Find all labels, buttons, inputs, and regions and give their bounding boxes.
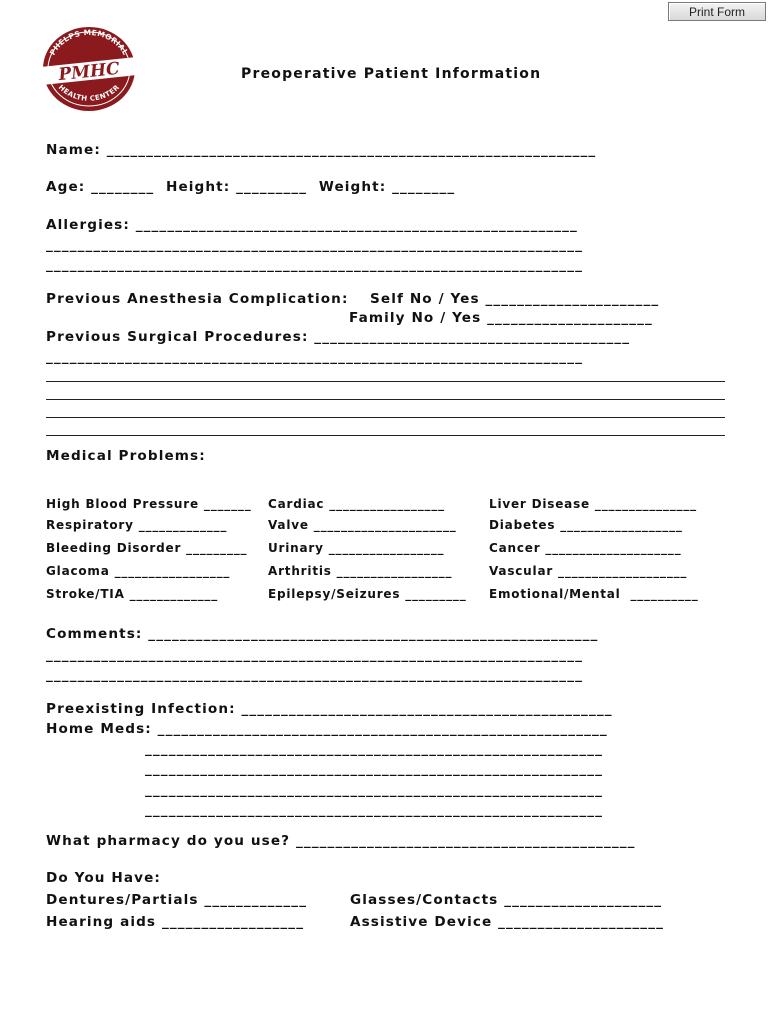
previous-anesthesia-label: Previous Anesthesia Complication: (46, 291, 349, 307)
dentures-partials-field[interactable]: Dentures/Partials _____________ (46, 892, 308, 908)
medical-item-arthritis[interactable]: Arthritis _________________ (268, 564, 453, 578)
medical-item-diabetes[interactable]: Diabetes __________________ (489, 518, 683, 532)
allergies-line[interactable]: ____________________________________________________________________ (46, 237, 583, 253)
comments-field[interactable]: Comments: _________________________________________________________ (46, 626, 599, 642)
allergies-line[interactable]: ____________________________________________________________________ (46, 257, 583, 273)
comments-line[interactable]: ____________________________________________________________________ (46, 667, 583, 683)
glasses-contacts-field[interactable]: Glasses/Contacts ____________________ (350, 892, 663, 908)
logo-initials: PMHC (57, 58, 121, 86)
pharmacy-field[interactable]: What pharmacy do you use? ___________________________________________ (46, 833, 636, 849)
medical-item-valve[interactable]: Valve _____________________ (268, 518, 457, 532)
medical-item-high-blood-pressure[interactable]: High Blood Pressure _______ (46, 497, 252, 511)
medical-item-epilepsy-seizures[interactable]: Epilepsy/Seizures _________ (268, 587, 467, 601)
medical-item-urinary[interactable]: Urinary _________________ (268, 541, 445, 555)
anesthesia-self-field[interactable]: Self No / Yes ______________________ (370, 291, 660, 307)
surgical-rule[interactable] (46, 399, 725, 400)
preexisting-infection-field[interactable]: Preexisting Infection: _______________________________________________ (46, 701, 613, 717)
surgical-line[interactable]: ____________________________________________________________________ (46, 349, 583, 365)
previous-surgical-field[interactable]: Previous Surgical Procedures: ________________________________________ (46, 329, 631, 345)
medical-item-glacoma[interactable]: Glacoma _________________ (46, 564, 231, 578)
form-title: Preoperative Patient Information (241, 66, 542, 82)
do-you-have-heading: Do You Have: (46, 870, 161, 886)
medical-item-bleeding-disorder[interactable]: Bleeding Disorder _________ (46, 541, 248, 555)
surgical-rule[interactable] (46, 435, 725, 436)
medical-item-liver-disease[interactable]: Liver Disease _______________ (489, 497, 697, 511)
assistive-device-field[interactable]: Assistive Device _____________________ (350, 914, 664, 930)
medical-item-vascular[interactable]: Vascular ___________________ (489, 564, 688, 578)
home-meds-line[interactable]: __________________________________________________________ (145, 782, 604, 798)
medical-problems-heading: Medical Problems: (46, 448, 206, 464)
home-meds-field[interactable]: Home Meds: _________________________________________________________ (46, 721, 608, 737)
home-meds-line[interactable]: __________________________________________________________ (145, 802, 604, 818)
medical-item-stroke-tia[interactable]: Stroke/TIA _____________ (46, 587, 219, 601)
age-height-weight-row[interactable]: Age: ________ Height: _________ Weight: ________ (46, 179, 456, 195)
home-meds-line[interactable]: __________________________________________________________ (145, 741, 604, 757)
medical-item-cardiac[interactable]: Cardiac _________________ (268, 497, 445, 511)
medical-item-emotional-mental[interactable]: Emotional/Mental __________ (489, 587, 699, 601)
surgical-rule[interactable] (46, 381, 725, 382)
hearing-aids-field[interactable]: Hearing aids __________________ (46, 914, 305, 930)
allergies-field[interactable]: Allergies: ________________________________________________________ (46, 217, 578, 233)
name-field[interactable]: Name: ______________________________________________________________ (46, 142, 597, 158)
logo-arc-top-text: PHELPS MEMORIAL (47, 27, 131, 57)
home-meds-line[interactable]: __________________________________________________________ (145, 761, 604, 777)
pmhc-logo (34, 22, 144, 112)
surgical-rule[interactable] (46, 417, 725, 418)
anesthesia-family-field[interactable]: Family No / Yes _____________________ (349, 310, 653, 326)
comments-line[interactable]: ____________________________________________________________________ (46, 647, 583, 663)
logo-arc-bottom-text: HEALTH CENTER (56, 83, 122, 103)
medical-item-respiratory[interactable]: Respiratory _____________ (46, 518, 228, 532)
print-form-button[interactable]: Print Form (668, 2, 766, 21)
medical-item-cancer[interactable]: Cancer ____________________ (489, 541, 682, 555)
